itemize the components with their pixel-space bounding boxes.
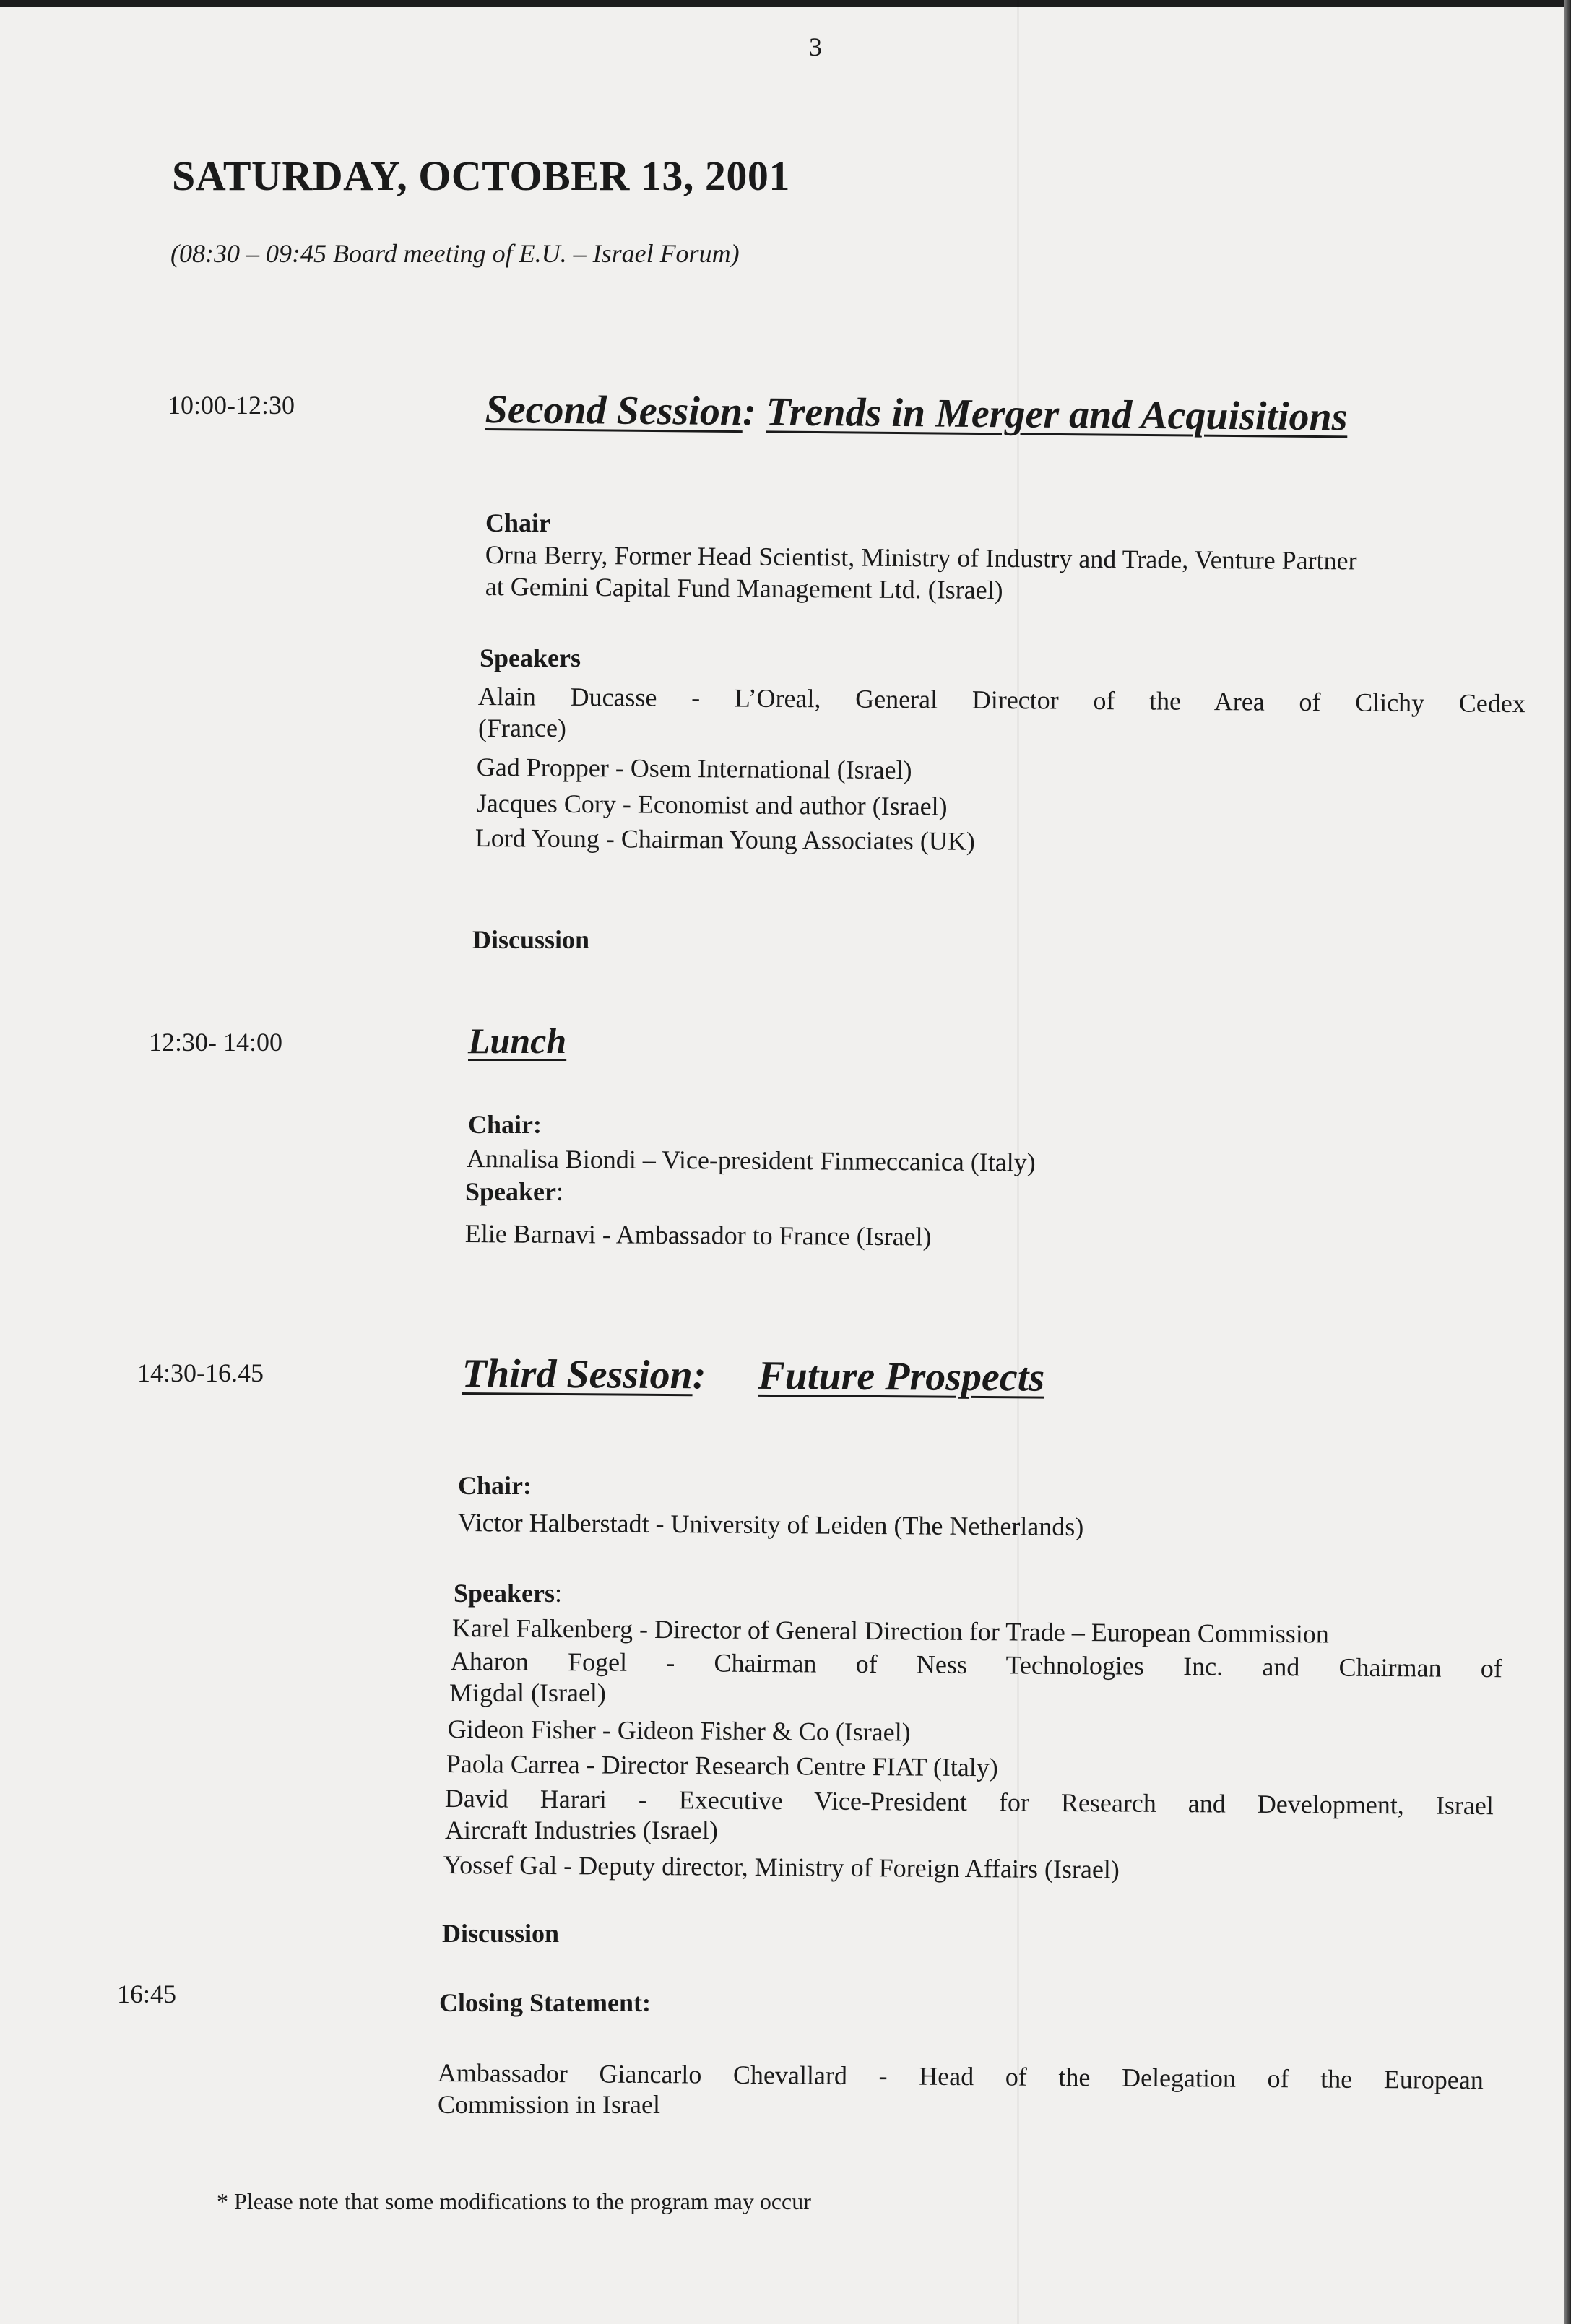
- second-session-speaker4: Lord Young - Chairman Young Associates (UK): [475, 823, 975, 856]
- second-session-speaker1-line1: Alain Ducasse - L’Oreal, General Director of the Area of Clichy Cedex: [477, 681, 1525, 719]
- closing-time: 16:45: [117, 1980, 177, 2008]
- second-session-chair-label: Chair: [485, 508, 550, 537]
- third-session-speaker1: Karel Falkenberg - Director of General Direction for Trade – European Commission: [451, 1613, 1329, 1649]
- third-session-speaker2-line1: Aharon Fogel - Chairman of Ness Technologies Inc. and Chairman of: [450, 1647, 1502, 1683]
- third-session-heading: [462, 1350, 1045, 1401]
- second-session-topic: Trends in Merger and Acquisitions: [766, 389, 1348, 440]
- top-border: [0, 0, 1571, 7]
- second-session-label: Second Session: [485, 386, 743, 435]
- second-session-chair-line2: at Gemini Capital Fund Management Ltd. (Israel): [485, 571, 1003, 605]
- second-session-speaker2: Gad Propper - Osem International (Israel): [476, 753, 912, 785]
- third-session-discussion: Discussion: [442, 1919, 560, 1948]
- third-session-time: 14:30-16.45: [137, 1358, 264, 1387]
- closing-statement-label: Closing Statement:: [439, 1988, 651, 2017]
- third-session-speaker6: Yossef Gal - Deputy director, Ministry of Foreign Affairs (Israel): [443, 1850, 1120, 1884]
- third-session-speaker2-line2: Migdal (Israel): [449, 1678, 606, 1707]
- lunch-heading: [468, 1020, 566, 1062]
- third-session-speakers-label: Speakers: [454, 1579, 555, 1608]
- second-session-discussion: Discussion: [472, 925, 590, 954]
- lunch-speaker-label: Speaker: [465, 1177, 556, 1206]
- page-number: 3: [809, 32, 822, 61]
- lunch-speaker: Elie Barnavi - Ambassador to France (Israel): [464, 1219, 932, 1252]
- third-session-speakers-heading: [454, 1577, 562, 1609]
- second-session-speakers-label: Speakers: [480, 643, 581, 672]
- third-session-speakers-colon: :: [555, 1579, 563, 1608]
- third-session-chair: Victor Halberstadt - University of Leiden (The Netherlands): [457, 1508, 1084, 1542]
- day-title: SATURDAY, OCTOBER 13, 2001: [172, 152, 790, 199]
- right-border: [1564, 0, 1571, 2324]
- third-session-colon: :: [692, 1353, 706, 1398]
- third-session-speaker4: Paola Carrea - Director Research Centre FIAT (Italy): [446, 1749, 998, 1782]
- second-session-speaker1-line2: (France): [478, 714, 566, 742]
- third-session-speaker3: Gideon Fisher - Gideon Fisher & Co (Israel): [447, 1714, 911, 1747]
- third-session-chair-label: Chair:: [458, 1471, 532, 1500]
- closing-statement-line2: Commission in Israel: [438, 2090, 660, 2119]
- third-session-speaker5-line2: Aircraft Industries (Israel): [445, 1816, 718, 1844]
- closing-statement-line1: Ambassador Giancarlo Chevallard - Head of the Delegation of the European: [437, 2058, 1484, 2095]
- lunch-title: Lunch: [468, 1020, 567, 1061]
- second-session-colon: :: [742, 389, 756, 435]
- third-session-label: Third Session: [462, 1351, 693, 1398]
- footnote: * Please note that some modifications to the program may occur: [217, 2188, 811, 2214]
- third-session-speaker5-line1: David Harari - Executive Vice-President for Research and Development, Israel: [444, 1784, 1494, 1821]
- lunch-speaker-heading: [465, 1176, 563, 1207]
- second-session-chair-line1: Orna Berry, Former Head Scientist, Ministry of Industry and Trade, Venture Partner: [485, 539, 1357, 576]
- lunch-chair: Annalisa Biondi – Vice-president Finmeccanica (Italy): [466, 1144, 1036, 1177]
- second-session-heading: [485, 386, 1347, 440]
- third-session-topic: Future Prospects: [758, 1353, 1045, 1400]
- lunch-chair-label: Chair:: [468, 1110, 542, 1139]
- board-meeting-note: (08:30 – 09:45 Board meeting of E.U. – Israel Forum): [170, 239, 740, 268]
- lunch-time: 12:30- 14:00: [149, 1028, 282, 1057]
- lunch-speaker-colon: :: [556, 1177, 564, 1206]
- second-session-speaker3: Jacques Cory - Economist and author (Israel): [476, 789, 948, 821]
- second-session-time: 10:00-12:30: [168, 391, 295, 420]
